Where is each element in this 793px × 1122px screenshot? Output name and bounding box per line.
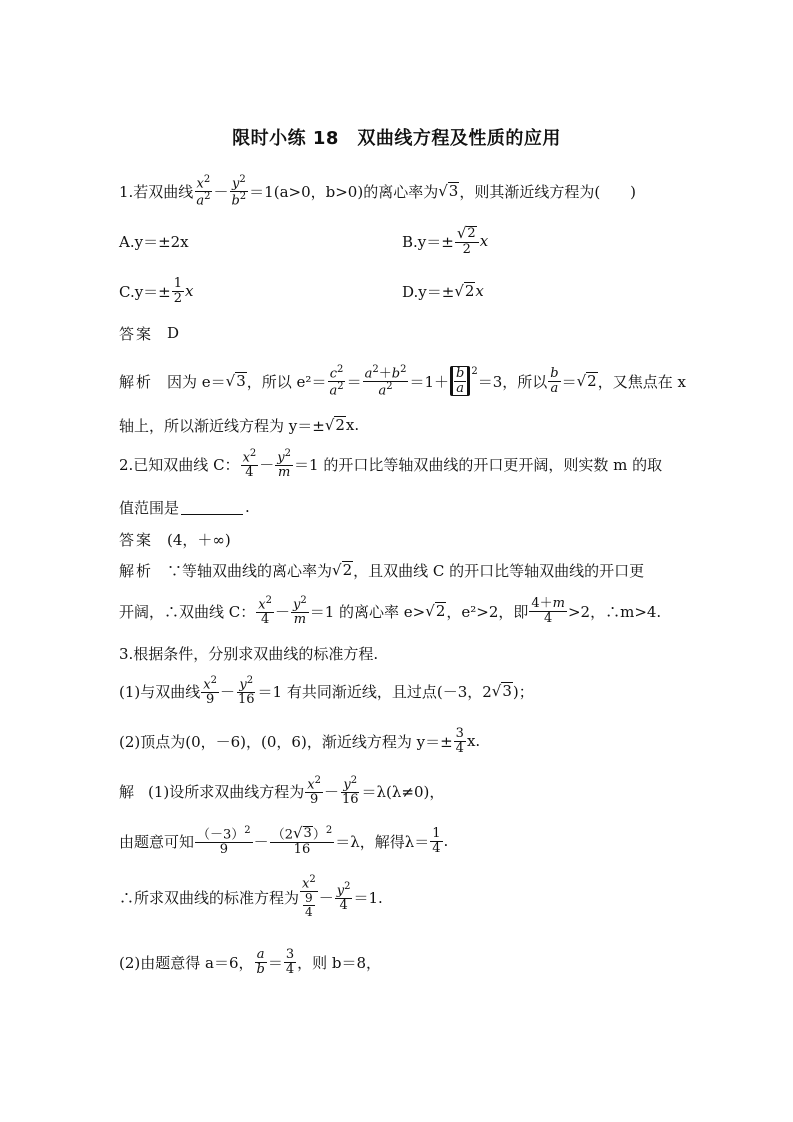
answer-blank: [181, 500, 243, 515]
question-3-solution-line-4: (2)由题意得 a＝6， $\frac{a}{b}$ ＝ $\frac{3}{4}$ ，则 b＝8，: [119, 946, 382, 977]
fraction-y2-b2: $\frac{y^2}{b^2}$: [231, 173, 247, 208]
option-d: D.y＝± √ 2 x: [402, 282, 484, 301]
question-3-solution-line-3: ∴所求双曲线的标准方程为 $\frac{x^2}{\frac{9}{4}}$ － $\frac{y^2}{4}$ ＝1.: [119, 874, 383, 919]
option-a: A.y＝±2x: [119, 232, 189, 251]
question-2-answer: 答案 (4，＋∞): [119, 530, 231, 549]
question-1-options-row-2: [119, 275, 484, 306]
option-c: C.y＝± $\frac{1}{2}$ x: [119, 275, 194, 306]
question-3-stem: 3.根据条件，分别求双曲线的标准方程.: [119, 644, 379, 663]
question-3-part-1: (1)与双曲线 $\frac{x^2}{9}$ － $\frac{y^2}{16}$ ＝1 有共同渐近线，且过点(－3，2 √ 3 )；: [119, 674, 534, 707]
question-2-stem-line-1: 2.已知双曲线 C： $\frac{x^2}{4}$ － $\frac{y^2}{m}$ ＝1 的开口比等轴双曲线的开口更开阔，则实数 m 的取: [119, 447, 663, 480]
question-2-explanation-line-2: 开阔，∴双曲线 C： $\frac{x^2}{4}$ － $\frac{y^2}{m}$ ＝1 的离心率 e> √ 2 ，e²>2，即 $\frac{4+m}{4}$ >2，∴m>4.: [119, 594, 662, 627]
question-1-explanation-line-1: 解析 因为 e＝ √ 3 ，所以 e²＝ $\frac{c^2}{a^2}$ ＝ $\frac{a^2+b^2}{a^2}$ ＝1＋ $\frac{b}{a}$ $^2$ ＝3，所以 $\frac{b}{a}$ ＝ √ 2 ，又焦点在 x: [119, 363, 686, 398]
question-1-options-row-1: [119, 223, 489, 257]
question-2-stem-line-2: 值范围是 .: [119, 498, 250, 517]
question-1-explanation-line-2: 轴上，所以渐近线方程为 y＝± √ 2 x.: [119, 416, 360, 435]
question-3-part-2: (2)顶点为(0，－6)，(0，6)，渐近线方程为 y＝± $\frac{3}{4}$ x.: [119, 725, 481, 756]
question-3-solution-line-2: 由题意可知 $\frac{(-3)^2}{9}$ － （2 √ 3 ）$^2$ 16 ＝λ，解得λ＝ $\frac{1}{4}$ .: [119, 823, 449, 857]
page-title: 限时小练 18 双曲线方程及性质的应用: [232, 128, 561, 149]
question-1-stem: 1.若双曲线 $\frac{x^2}{a^2}$ － $\frac{y^2}{b^2}$ ＝1(a>0，b>0)的离心率为 √ 3 ，则其渐近线方程为( ): [119, 173, 637, 208]
question-2-explanation-line-1: 解析 ∵等轴双曲线的离心率为 √ 2 ，且双曲线 C 的开口比等轴双曲线的开口更: [119, 561, 645, 580]
question-3-solution-line-1: 解 (1)设所求双曲线方程为 $\frac{x^2}{9}$ － $\frac{y^2}{16}$ ＝λ(λ≠0)，: [119, 774, 445, 807]
question-1-answer: 答案 D: [119, 324, 180, 343]
fraction-x2-a2: $\frac{x^2}{a^2}$: [196, 173, 211, 208]
sqrt-3: √ 3: [438, 182, 459, 200]
option-b: B.y＝± √ 2 2 x: [402, 223, 489, 257]
